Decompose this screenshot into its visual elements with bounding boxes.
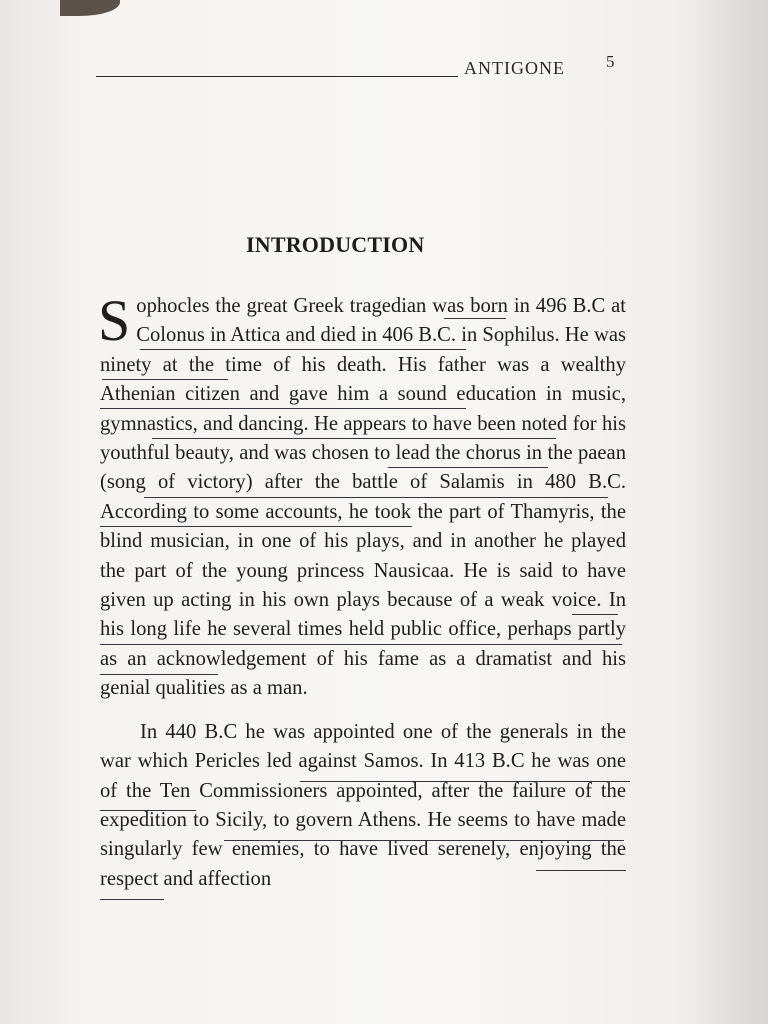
pen-underline — [140, 349, 466, 350]
pen-underline — [536, 870, 626, 871]
book-cover-edge — [60, 0, 120, 16]
pen-underline — [100, 644, 622, 645]
header-rule — [96, 76, 458, 77]
page-number: 5 — [606, 52, 615, 71]
paragraph-2: In 440 B.C he was appointed one of the generals in the war which Pericles led against Samos. In 413 B.C he was one of the Ten Commissioners appointed, after the failure of the expedition to Sicily, to govern Athens. He seems to have made singularly few enemies, to have lived serenely, enjoying the respect and affection — [100, 720, 626, 890]
pen-underline — [100, 810, 196, 811]
pen-underline — [102, 379, 228, 380]
section-heading: INTRODUCTION — [246, 232, 425, 257]
pen-underline — [100, 899, 164, 900]
paragraph-1-text: ophocles the great Greek tragedian was born in 496 B.C at Colonus in Attica and died in 406 B.C. in Sophilus. He was ninety at the time of his death. His father was a wealthy Athenian citizen and gave him a sound education in music, gymnastics, and dancing. He appears to have been noted for his youthful beauty, and was chosen to lead the chorus in the paean (song of victory) after the battle of Salamis in 480 B.C. According to some accounts, he took the part of Thamyris, the blind musician, in one of his plays, and in another he played the part of the young princess Nausicaa. He is said to have given up acting in his own plays because of a weak voice. In his long life he several times held public office, perhaps partly as an acknowledgement of his fame as a dramatist and his genial qualities as a man. — [100, 295, 626, 700]
pen-underline — [572, 614, 618, 615]
pen-underline — [388, 467, 548, 468]
pen-underline — [224, 840, 624, 841]
body-text — [98, 288, 626, 894]
pen-underline — [100, 674, 218, 675]
running-title: ANTIGONE — [464, 58, 565, 78]
pen-underline — [152, 438, 556, 439]
pen-underline — [100, 408, 466, 409]
page-edge-shadow — [698, 0, 768, 1024]
pen-underline — [100, 526, 412, 527]
drop-cap: S — [98, 288, 131, 353]
pen-underline — [300, 781, 630, 782]
pen-underline — [444, 318, 506, 319]
running-header — [96, 48, 636, 88]
pen-underline — [144, 497, 608, 498]
